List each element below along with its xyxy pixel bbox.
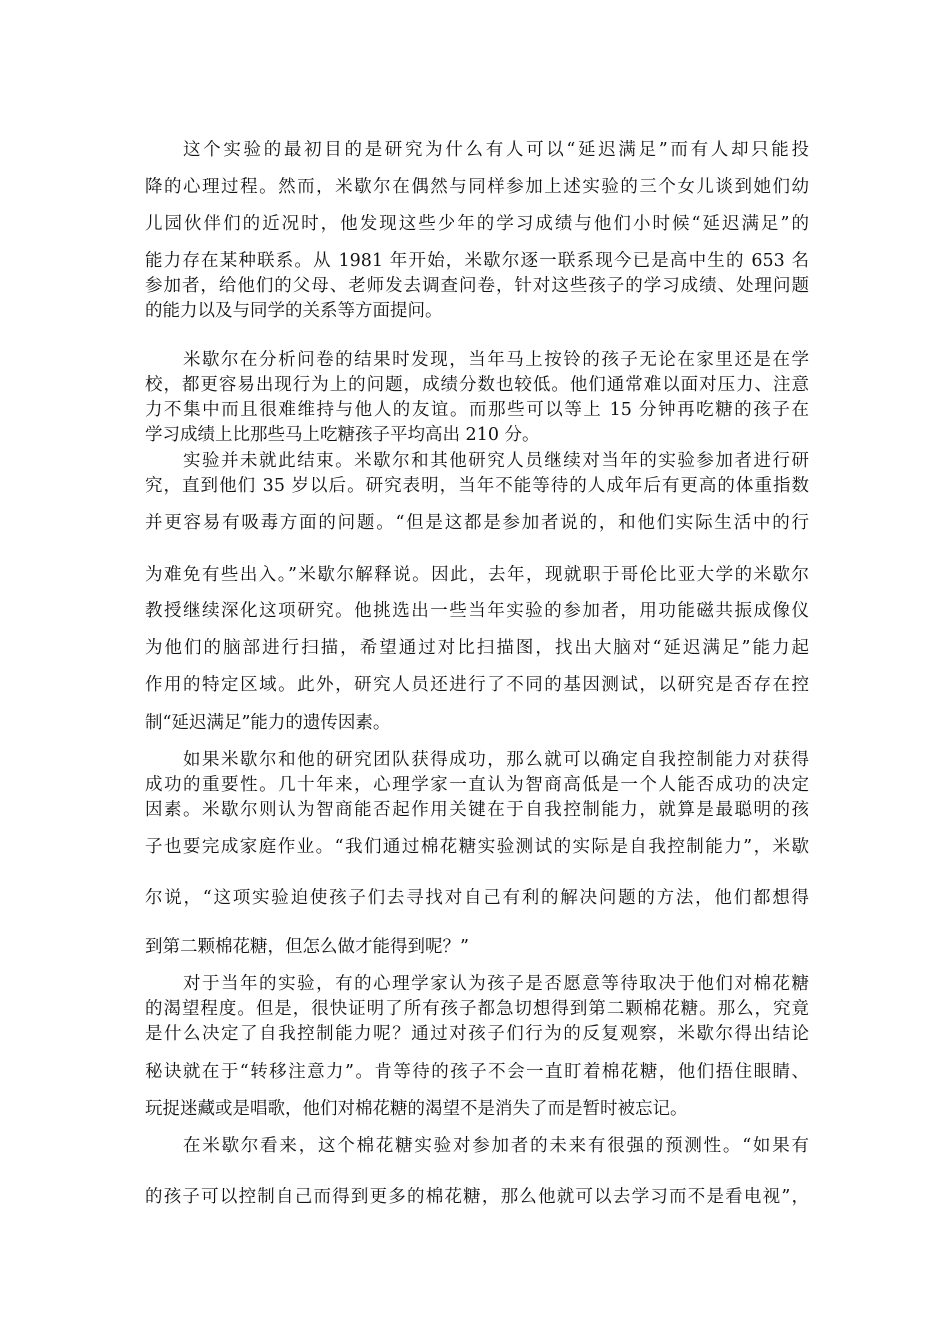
text-line: 参加者，给他们的父母、老师发去调查问卷，针对这些孩子的学习成绩、处理问题 xyxy=(145,276,809,296)
text-line: 制“延迟满足”能力的遗传因素。 xyxy=(145,713,391,733)
text-line: 秘诀就在于“转移注意力”。肯等待的孩子不会一直盯着棉花糖，他们捂住眼睛、 xyxy=(145,1062,809,1082)
text-line: 成功的重要性。几十年来，心理学家一直认为智商高低是一个人能否成功的决定 xyxy=(145,775,809,795)
text-line: 降的心理过程。然而，米歇尔在偶然与同样参加上述实验的三个女儿谈到她们幼 xyxy=(145,177,809,197)
text-line: 子也要完成家庭作业。“我们通过棉花糖实验测试的实际是自我控制能力”，米歇 xyxy=(145,837,809,857)
text-line: 玩捉迷藏或是唱歌，他们对棉花糖的渴望不是消失了而是暂时被忘记。 xyxy=(145,1099,688,1119)
text-line: 尔说，“这项实验迫使孩子们去寻找对自己有利的解决问题的方法，他们都想得 xyxy=(145,888,809,908)
text-line: 儿园伙伴们的近况时，他发现这些少年的学习成绩与他们小时候“延迟满足”的 xyxy=(145,214,809,234)
text-line: 能力存在某种联系。从 1981 年开始，米歇尔逐一联系现今已是高中生的 653 名 xyxy=(145,251,809,271)
text-line: 教授继续深化这项研究。他挑选出一些当年实验的参加者，用功能磁共振成像仪 xyxy=(145,601,809,621)
text-line: 作用的特定区域。此外，研究人员还进行了不同的基因测试，以研究是否存在控 xyxy=(145,675,809,695)
text-line: 学习成绩上比那些马上吃糖孩子平均高出 210 分。 xyxy=(145,425,540,445)
text-line: 对于当年的实验，有的心理学家认为孩子是否愿意等待取决于他们对棉花糖 xyxy=(183,974,809,994)
text-line: 为他们的脑部进行扫描，希望通过对比扫描图，找出大脑对“延迟满足”能力起 xyxy=(145,638,809,658)
text-line: 在米歇尔看来，这个棉花糖实验对参加者的未来有很强的预测性。“如果有 xyxy=(183,1136,809,1156)
text-line: 为难免有些出入。”米歇尔解释说。因此，去年，现就职于哥伦比亚大学的米歇尔 xyxy=(145,565,809,585)
text-line: 的能力以及与同学的关系等方面提问。 xyxy=(145,301,443,321)
text-line: 这个实验的最初目的是研究为什么有人可以“延迟满足”而有人却只能投 xyxy=(183,140,809,160)
text-line: 校，都更容易出现行为上的问题，成绩分数也较低。他们通常难以面对压力、注意 xyxy=(145,375,809,395)
text-line: 力不集中而且很难维持与他人的友谊。而那些可以等上 15 分钟再吃糖的孩子在 xyxy=(145,400,809,420)
text-line: 米歇尔在分析问卷的结果时发现，当年马上按铃的孩子无论在家里还是在学 xyxy=(183,350,809,370)
text-line: 如果米歇尔和他的研究团队获得成功，那么就可以确定自我控制能力对获得 xyxy=(183,750,809,770)
text-line: 究，直到他们 35 岁以后。研究表明，当年不能等待的人成年后有更高的体重指数 xyxy=(145,476,809,496)
text-line: 并更容易有吸毒方面的问题。“但是这都是参加者说的，和他们实际生活中的行 xyxy=(145,513,809,533)
text-line: 的孩子可以控制自己而得到更多的棉花糖，那么他就可以去学习而不是看电视”， xyxy=(145,1187,809,1207)
text-line: 到第二颗棉花糖，但怎么做才能得到呢？” xyxy=(145,937,469,957)
text-line: 的渴望程度。但是，很快证明了所有孩子都急切想得到第二颗棉花糖。那么，究竟 xyxy=(145,999,809,1019)
text-line: 因素。米歇尔则认为智商能否起作用关键在于自我控制能力，就算是最聪明的孩 xyxy=(145,800,809,820)
text-line: 是什么决定了自我控制能力呢？通过对孩子们行为的反复观察，米歇尔得出结论 xyxy=(145,1024,809,1044)
text-line: 实验并未就此结束。米歇尔和其他研究人员继续对当年的实验参加者进行研 xyxy=(183,451,809,471)
